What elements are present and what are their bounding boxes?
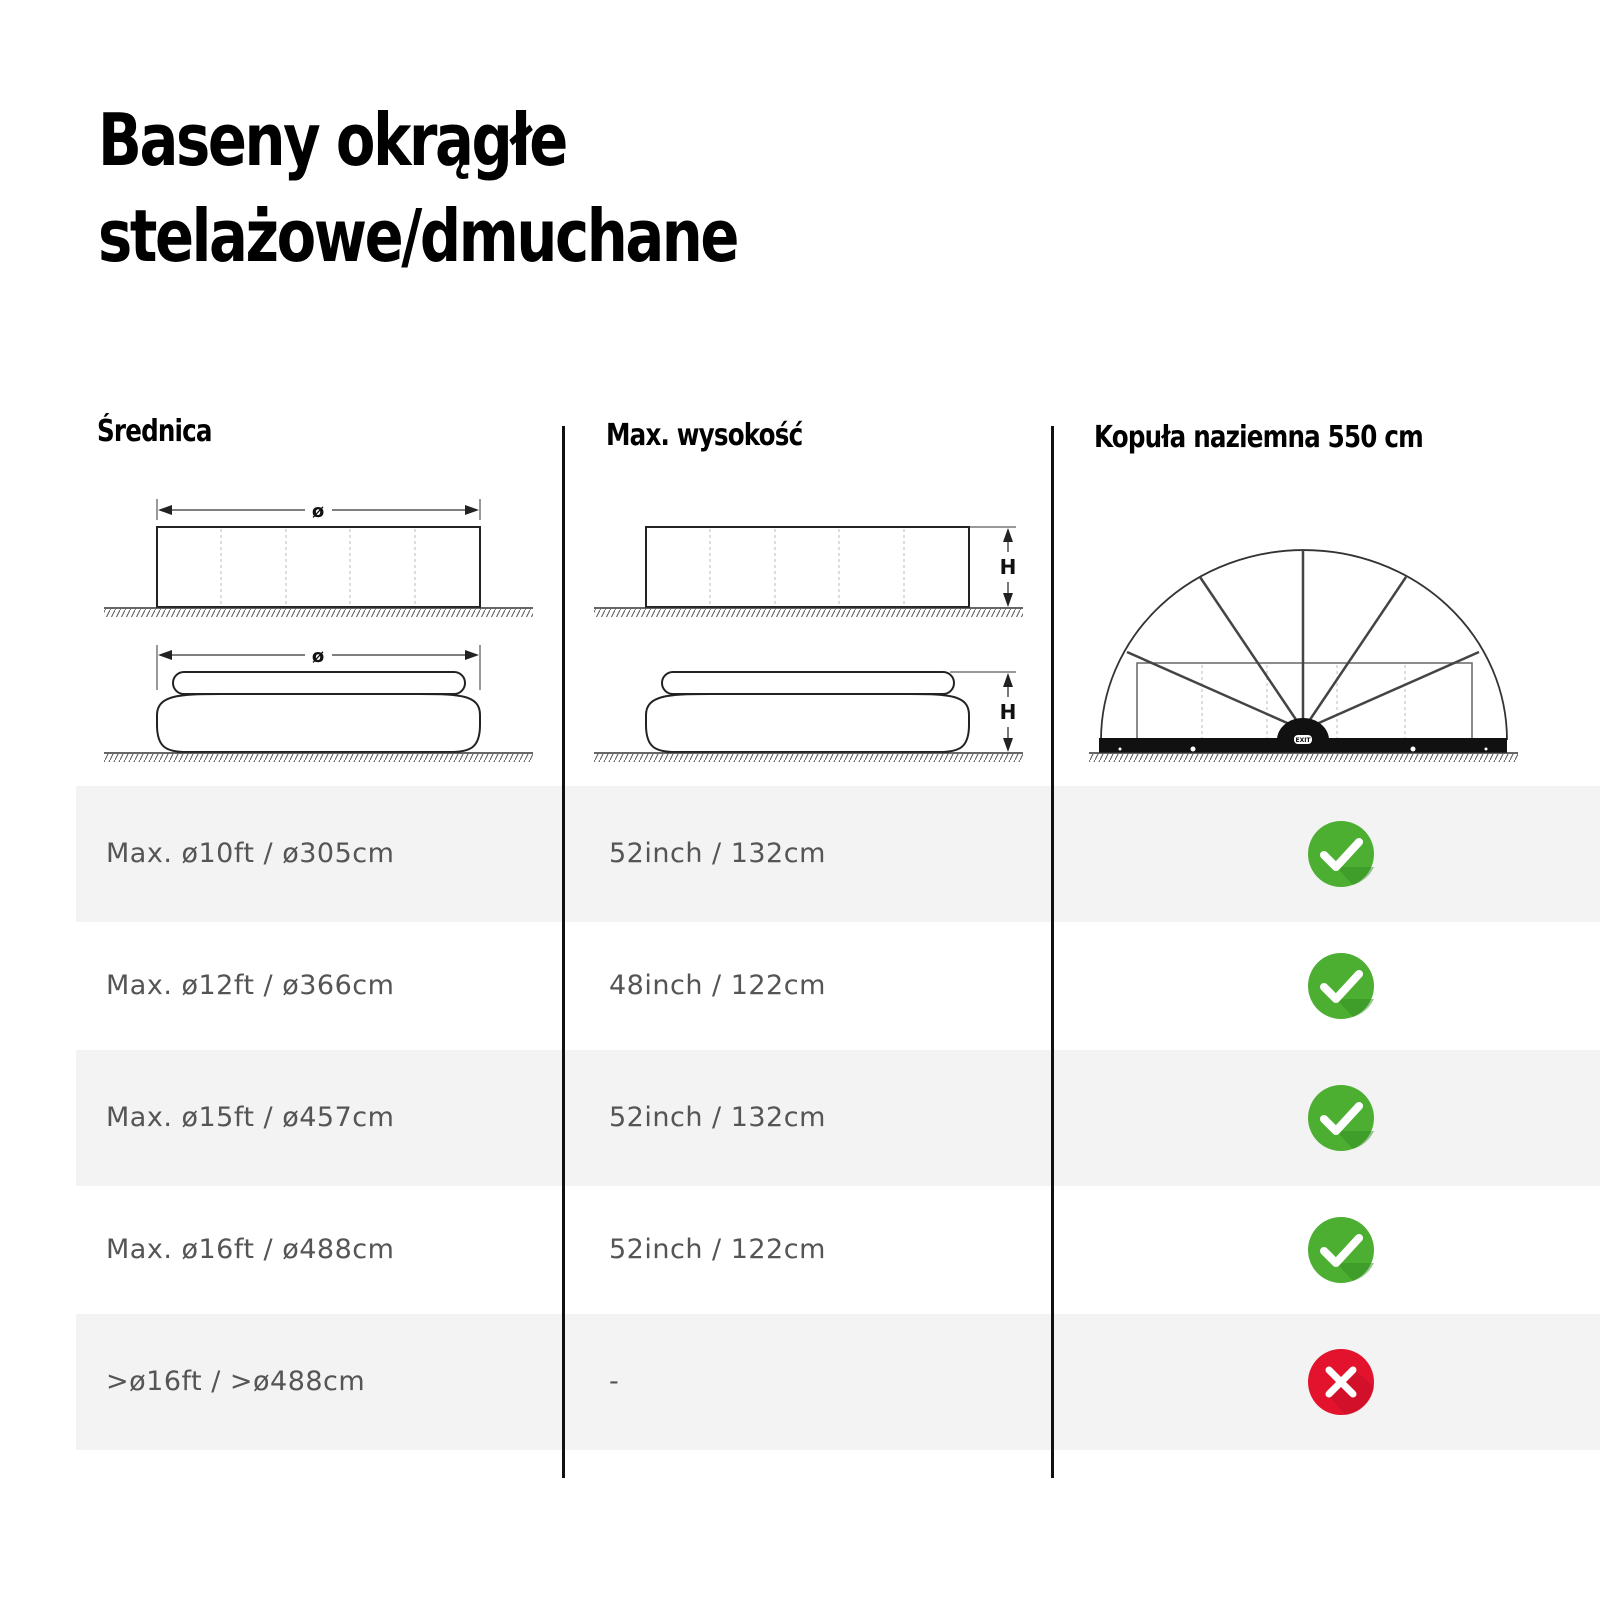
height-cell: 52inch / 132cm — [609, 838, 826, 869]
inflatable-pool-shape — [646, 672, 969, 752]
height-cell: - — [609, 1366, 620, 1397]
check-circle-icon — [1306, 951, 1376, 1021]
column-divider-2 — [1051, 426, 1054, 1478]
check-circle-icon — [1306, 819, 1376, 889]
dome-base — [1099, 718, 1507, 753]
column-header-diameter: Średnica — [97, 414, 212, 449]
ground-line — [1089, 753, 1518, 762]
dome-diagram — [1085, 540, 1530, 775]
table-row — [76, 1314, 1600, 1450]
frame-pool-shape — [646, 527, 969, 607]
page-title — [98, 92, 737, 284]
inflatable-pool-shape — [157, 672, 480, 752]
page-title-line-2: stelażowe/dmuchane — [98, 194, 738, 278]
height-cell: 52inch / 132cm — [609, 1102, 826, 1133]
diameter-cell: Max. ø10ft / ø305cm — [106, 838, 395, 869]
cross-circle-icon — [1306, 1347, 1376, 1417]
table-row — [76, 1182, 1600, 1318]
ground-line — [104, 753, 533, 762]
height-cell: 48inch / 122cm — [609, 970, 826, 1001]
check-circle-icon — [1306, 1215, 1376, 1285]
diameter-cell: Max. ø12ft / ø366cm — [106, 970, 395, 1001]
column-header-max-height: Max. wysokość — [606, 418, 803, 453]
check-circle-icon — [1306, 1083, 1376, 1153]
height-cell: 52inch / 122cm — [609, 1234, 826, 1265]
ground-line — [104, 608, 533, 617]
diameter-cell: >ø16ft / >ø488cm — [106, 1366, 366, 1397]
table-row — [76, 1050, 1600, 1186]
table-row — [76, 786, 1600, 922]
frame-pool-shape — [157, 527, 480, 607]
column-divider-1 — [562, 426, 565, 1478]
table-row — [76, 918, 1600, 1054]
ground-line — [594, 608, 1023, 617]
column-header-dome: Kopuła naziemna 550 cm — [1094, 420, 1423, 455]
diameter-cell: Max. ø15ft / ø457cm — [106, 1102, 395, 1133]
height-symbol: H — [999, 555, 1017, 579]
dome-shape — [1101, 550, 1507, 740]
diameter-diagram — [100, 490, 540, 775]
height-diagram — [590, 490, 1030, 775]
diameter-symbol: ø — [311, 646, 325, 667]
ground-line — [594, 753, 1023, 762]
page-title-line-1: Baseny okrągłe — [98, 98, 566, 182]
diameter-cell: Max. ø16ft / ø488cm — [106, 1234, 395, 1265]
diameter-symbol: ø — [311, 501, 325, 522]
height-symbol: H — [999, 700, 1017, 724]
dome-brand-badge: EXIT — [1295, 737, 1311, 744]
